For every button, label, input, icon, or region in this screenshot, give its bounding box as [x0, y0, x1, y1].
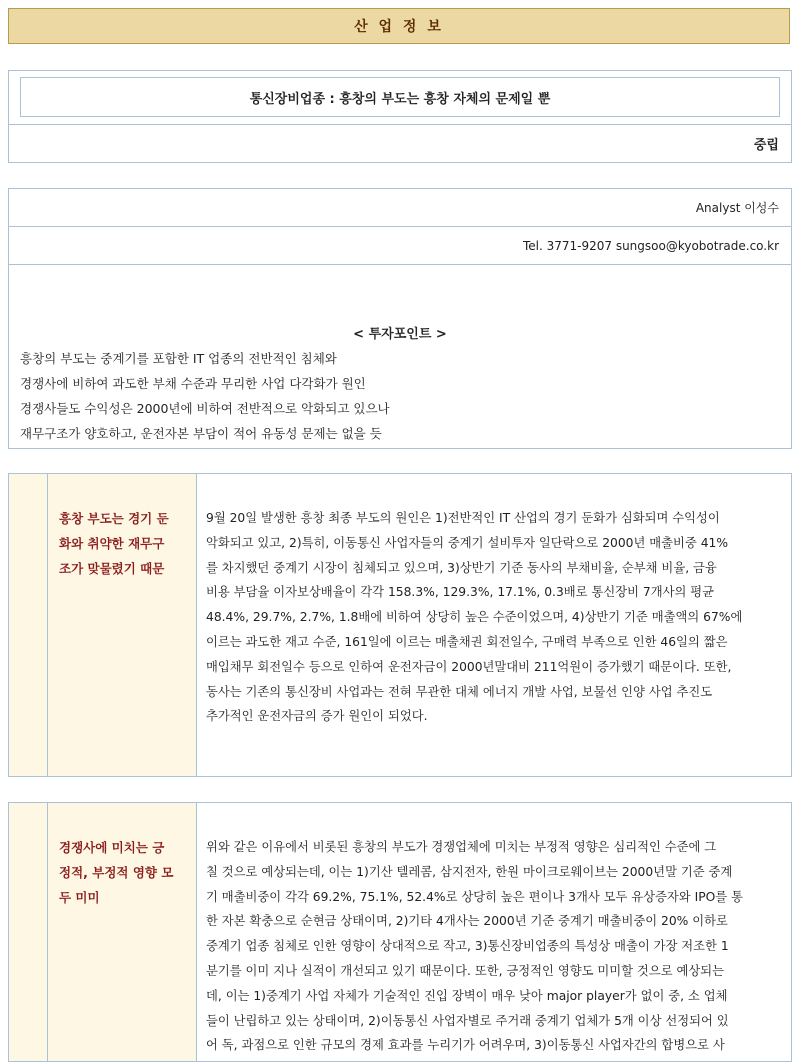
analyst-contact: Tel. 3771-9207 sungsoo@kyobotrade.co.kr: [9, 227, 791, 265]
body-line: 48.4%, 29.7%, 2.7%, 1.8배에 비하여 상당히 높은 수준이었으며, 4)상반기 기준 매출액의 67%에: [206, 610, 743, 625]
body-line: 데, 이는 1)중계기 사업 자체가 기술적인 진입 장벽이 매우 낮아 major player가 없이 중, 소 업체: [206, 988, 728, 1003]
body-line: 기 매출비중이 각각 69.2%, 75.1%, 52.4%로 상당히 높은 편이나 3개사 모두 유상증자와 IPO를 통: [206, 889, 743, 904]
body-line: 매입채무 회전일수 등으로 인하여 운전자금이 2000년말대비 211억원이 증가했기 때문이다. 또한,: [206, 659, 732, 674]
body-line: 칠 것으로 예상되는데, 이는 1)기산 텔레콤, 삼지전자, 한원 마이크로웨이브는 2000년말 기준 중계: [206, 864, 733, 879]
body-line: 어 독, 과점으로 인한 규모의 경제 효과를 누리기가 어려우며, 3)이동통신 사업자간의 합병으로 사: [206, 1038, 725, 1053]
section-heading: [59, 835, 184, 910]
section-default-cause: [8, 473, 792, 777]
body-line: 악화되고 있고, 2)특히, 이동통신 사업자들의 중계기 설비투자 일단락으로 2000년 매출비중 41%: [206, 535, 729, 550]
body-line: 중계기 업종 침체로 인한 영향이 상대적으로 작고, 3)통신장비업종의 특성상 매출이 가장 저조한 1: [206, 939, 729, 954]
rating-badge: 중립: [8, 124, 792, 163]
body-line: 이르는 과도한 재고 수준, 161일에 이르는 매출채권 회전일수, 구매력 부족으로 인한 46일의 짧은: [206, 634, 728, 649]
section-heading-line: 정적, 부정적 영향 모: [59, 865, 174, 880]
body-line: 들이 난립하고 있는 상태이며, 2)이동통신 사업자별로 주거래 중계기 업체가 5개 이상 선정되어 있: [206, 1013, 729, 1028]
investment-points-title: < 투자포인트 >: [353, 327, 447, 342]
body-line: 위와 같은 이유에서 비롯된 흥창의 부도가 경쟁업체에 미치는 부정적 영향은 심리적인 수준에 그: [206, 840, 717, 854]
investment-point: 흥창의 부도는 중계기를 포함한 IT 업종의 전반적인 침체와: [20, 351, 337, 366]
section-heading-line: 경쟁사에 미치는 긍: [59, 840, 165, 855]
section-heading-line: 화와 취약한 재무구: [59, 536, 165, 551]
section-gutter: [9, 474, 48, 776]
page-header: 산 업 정 보: [8, 8, 790, 44]
report-title: 통신장비업종 : 흥창의 부도는 흥창 자체의 문제일 뿐: [20, 77, 780, 117]
analyst-name: Analyst 이성수: [9, 189, 791, 227]
investment-points-list: [20, 346, 780, 446]
section-heading: [59, 506, 184, 581]
investment-point: 재무구조가 양호하고, 운전자본 부담이 적어 유동성 문제는 없을 듯: [20, 426, 382, 441]
section-body: [206, 506, 780, 729]
section-gutter: [9, 803, 48, 1061]
section-body: [206, 835, 780, 1058]
section-heading-line: 흥창 부도는 경기 둔: [59, 511, 169, 526]
body-line: 추가적인 운전자금의 증가 원인이 되었다.: [206, 709, 428, 724]
section-heading-line: 조가 맞물렸기 때문: [59, 561, 165, 576]
body-line: 동사는 기존의 통신장비 사업과는 전혀 무관한 대체 에너지 개발 사업, 보물선 인양 사업 추진도: [206, 684, 713, 699]
body-line: 를 차지했던 중계기 시장이 침체되고 있으며, 3)상반기 기준 동사의 부채비율, 순부채 비율, 금융: [206, 560, 717, 575]
analyst-panel: [8, 188, 792, 449]
report-title-box: [8, 70, 792, 125]
body-line: 분기를 이미 지나 실적이 개선되고 있기 때문이다. 또한, 긍정적인 영향도 미미할 것으로 예상되는: [206, 963, 724, 978]
body-line: 9월 20일 발생한 흥창 최종 부도의 원인은 1)전반적인 IT 산업의 경기 둔화가 심화되며 수익성이: [206, 511, 720, 525]
section-heading-line: 두 미미: [59, 890, 100, 905]
investment-point: 경쟁사들도 수익성은 2000년에 비하여 전반적으로 악화되고 있으나: [20, 401, 390, 416]
section-sidebar: [48, 474, 197, 776]
body-line: 비용 부담율 이자보상배율이 각각 158.3%, 129.3%, 17.1%, 0.3배로 통신장비 7개사의 평균: [206, 585, 715, 600]
section-sidebar: [48, 803, 197, 1061]
section-competitor-impact: [8, 802, 792, 1062]
body-line: 한 자본 확충으로 순현금 상태이며, 2)기타 4개사는 2000년 기준 중계기 매출비중이 20% 이하로: [206, 914, 728, 929]
investment-point: 경쟁사에 비하여 과도한 부채 수준과 무리한 사업 다각화가 원인: [20, 376, 366, 391]
